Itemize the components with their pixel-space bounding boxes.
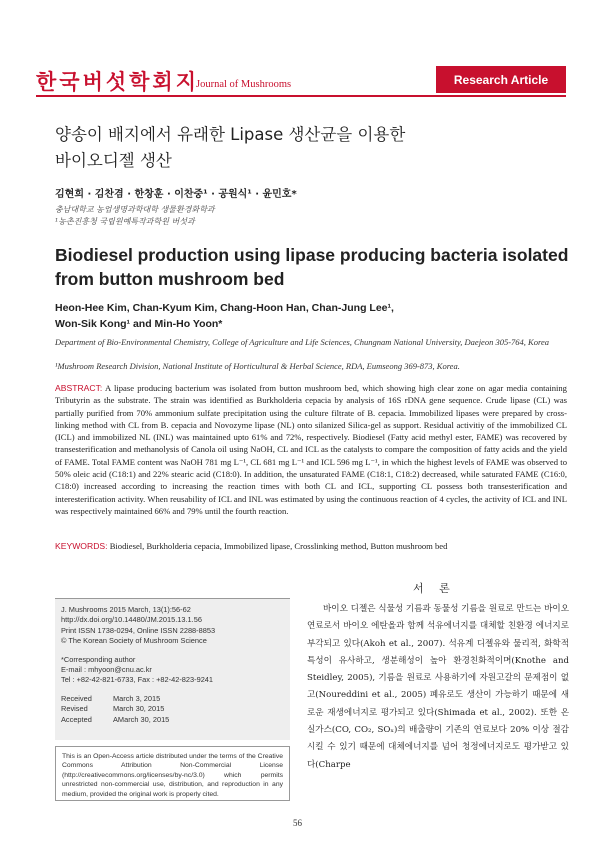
abstract-text: A lipase producing bacterium was isolated from button mushroom bed, which showing high clear zone on agar media containing Tributyrin as the substrate. The strain was identified as Burkholderia cepacia by analysis of 16S rDNA gene sequence. Crude lipase (CL) was partially purified from 70% ammonium sulfate precipitation using the culture filtrate of B. cepacia. Immobilized lipases were prepared by cross-linking method with CL from B. cepacia and Novozyme lipase (NL) onto silanized Silica-gel as support. Residual activitiy of the immobilized CL (ICL) and immobilized NL (INL) was maintained upto 61% and 72%, respectively. Biodiesel (Fatty acid methyl ester, FAME) was recovered by transesterification and methanolysis of Canola oil using NaOH, CL and ICL as the catalysts to compare the composition of fatty acids and the yield of FAME. Total FAME content was NaOH 781 mg L⁻¹, CL 681 mg L⁻¹ and ICL 596 mg L⁻¹, in which the highest levels of FAME was observed to 50% oleic acid (C18:1) and 22% stearic acid (C18:0). In addition, the unsaturated FAME (C18:1, C18:2) decreased, while saturated FAME (C16:0, C18:0) increased according to increasing the reaction times with both CL and ICL, supporting CL possess both transesterification and interesterification activity. When reusability of ICL and INL was estimated by using the continuous reaction of 4 cycles, the activity of ICL and INL was respectively maintained 66% and 79% until the fourth reaction. [55, 383, 567, 516]
citation-line: J. Mushrooms 2015 March, 13(1):56-62 [61, 605, 191, 614]
abstract [55, 382, 567, 517]
introduction-body [307, 601, 569, 774]
date-key: Revised [61, 704, 88, 714]
date-revised [61, 704, 284, 714]
phone-line: Tel : +82-42-821-6733, Fax : +82-42-823-9241 [61, 675, 214, 685]
journal-title-korean: 한국버섯학회지 [36, 70, 200, 94]
article-info-box [55, 598, 290, 740]
authors-korean: 김현희 · 김찬겸 · 한창훈 · 이찬중¹ · 공원식¹ · 윤민호* [55, 189, 297, 200]
journal-title-english: Journal of Mushrooms [196, 79, 292, 90]
affiliation-korean: ¹농촌진흥청 국립원예특작과학원 버섯과 [55, 217, 195, 226]
authors-english [55, 300, 555, 332]
article-type-badge: Research Article [436, 66, 566, 93]
title-korean-line: 바이오디젤 생산 [55, 151, 172, 170]
date-value: AMarch 30, 2015 [113, 714, 170, 724]
title-korean-line: 양송이 배지에서 유래한 Lipase 생산균을 이용한 [55, 125, 406, 144]
doi-link[interactable]: http://dx.doi.org/10.14480/JM.2015.13.1.56 [61, 615, 202, 625]
title-english: Biodiesel production using lipase producing bacteria isolated from button mushroom bed [55, 245, 569, 289]
section-heading-introduction: 서 론 [413, 582, 456, 595]
date-key: Accepted [61, 714, 92, 724]
introduction-paragraph: 바이오 디젤은 식물성 기름과 동물성 기름을 원료로 만드는 바이오 연료로서 바이오 에탄올과 함께 석유에너지를 대체할 친환경 에너지로 부각되고 있다(Akoh et al., 2007). 석유계 디젤유와 물리적, 화학적 특성이 유사하고, 생분해성이 높아 환경친화적이며(Knothe and Steidley, 2005), 기름을 원료로 사용하기에 자원고갈의 문제점이 없고(Noureddini et al., 2005) 폐유로도 생산이 가능하기 때문에 새로운 재생에너지로 평가되고 있다(Shimada et al., 2002). 또한 온실가스(CO, CO₂, SOₓ)의 배출량이 기존의 연료보다 20% 이상 절감 시킬 수 있기 때문에 대체에너지를 넘어 청정에너지로도 평가받고 있다(Charpe [307, 604, 569, 770]
affiliation-english: ¹Mushroom Research Division, National Institute of Horticultural & Herbal Science, RDA, Eumseong 369-873, Korea. [55, 361, 460, 371]
issn-line: Print ISSN 1738-0294, Online ISSN 2288-8853 [61, 625, 216, 635]
keywords-text: Biodiesel, Burkholderia cepacia, Immobilized lipase, Crosslinking method, Button mushroom bed [109, 541, 448, 551]
date-value: March 30, 2015 [113, 704, 165, 714]
open-access-notice: This is an Open-Access article distributed under the terms of the Creative Commons Attribution Non-Commercial License (http://creativecommons.org/licenses/by-nc/3.0) which permits unrestricted non-commercial use, distribution, and reproduction in any medium, provided the original work is properly cited. [55, 746, 290, 801]
abstract-label: ABSTRACT: [55, 383, 103, 393]
date-key: Received [61, 693, 92, 703]
title-korean [55, 122, 405, 174]
date-accepted [61, 715, 284, 725]
page-number: 56 [293, 818, 302, 828]
affiliation-english: Department of Bio-Environmental Chemistry, College of Agriculture and Life Sciences, Chungnam National University, Daejeon 305-764, Korea [55, 337, 549, 347]
corresponding-label: *Corresponding author [61, 654, 136, 664]
date-received [61, 694, 284, 704]
authors-english-line: Heon-Hee Kim, Chan-Kyum Kim, Chang-Hoon Han, Chan-Jung Lee¹, [55, 302, 394, 314]
authors-english-line: Won-Sik Kong¹ and Min-Ho Yoon* [55, 318, 223, 330]
header-rule [36, 95, 566, 97]
email-line: E-mail : mhyoon@cnu.ac.kr [61, 665, 152, 675]
date-value: March 3, 2015 [113, 693, 161, 703]
affiliation-korean: 충남대학교 농업생명과학대학 생물환경화학과 [55, 205, 215, 214]
keywords-label: KEYWORDS: [55, 541, 108, 551]
copyright-line: © The Korean Society of Mushroom Science [61, 636, 207, 646]
keywords [55, 541, 567, 551]
